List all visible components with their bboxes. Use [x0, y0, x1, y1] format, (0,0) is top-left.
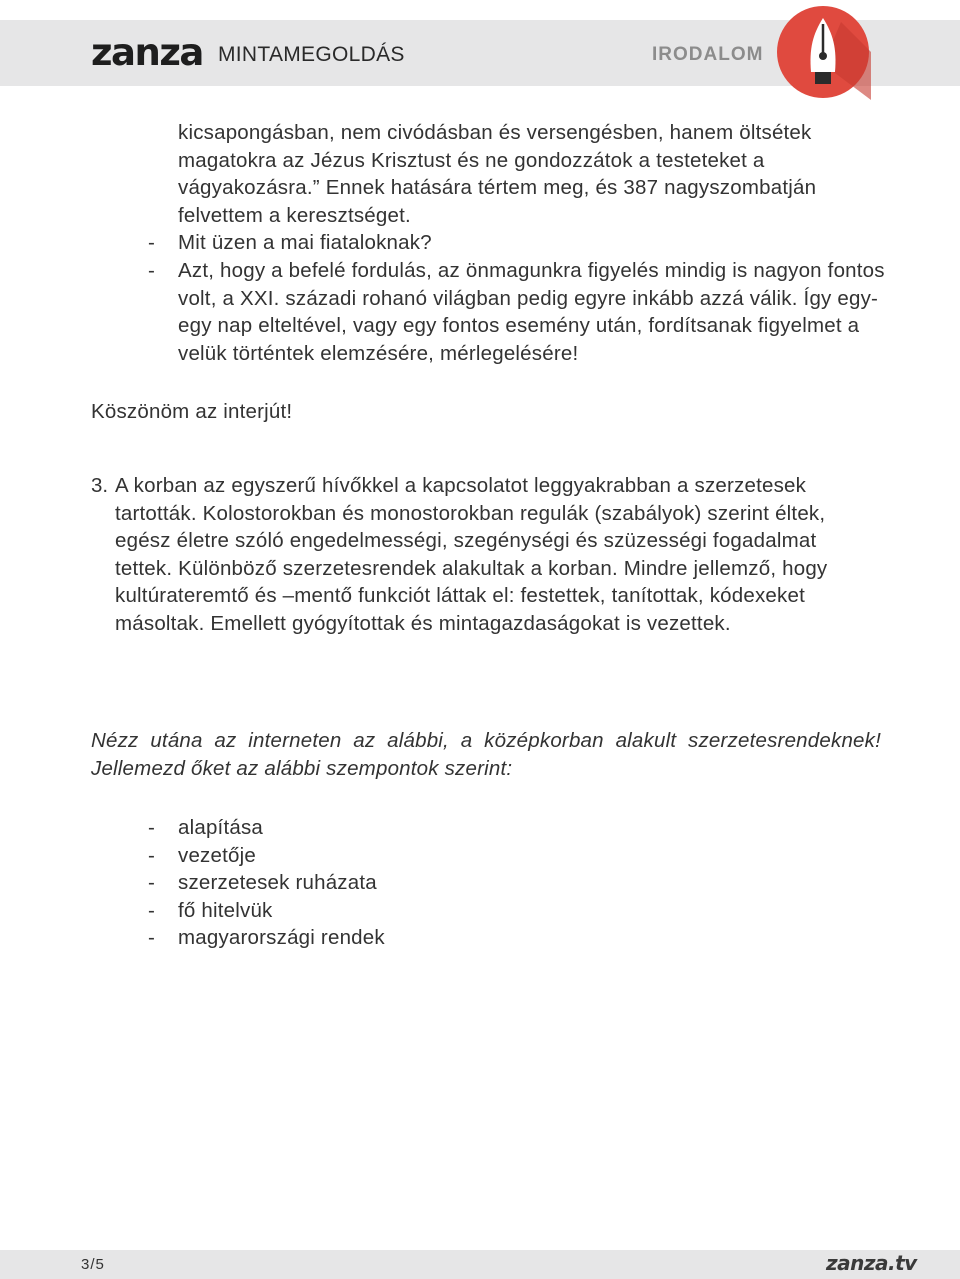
fountain-pen-nib-icon: [775, 4, 871, 100]
criteria-item: magyarországi rendek: [178, 926, 385, 949]
list-bullet: -: [148, 844, 155, 867]
section-3-text: A korban az egyszerű hívőkkel a kapcsolatot leggyakrabban a szerzetesek tartották. Kolostorokban és monostorokban regulák (szabályok) szerint éltek, egész életre szóló engedelmességi, szegénységi és szüzességi fogadalmat tettek. Különböző szerzetesrendek alakultak a korban. Mindre jellemző, hogy kultúrateremtő és –mentő funkciót láttak el: festettek, tanítottak, kódexeket másoltak. Emellett gyógyítottak és mintagazdaságokat is vezettek.: [115, 474, 828, 635]
page-number: 3/5: [81, 1256, 105, 1273]
criteria-item: szerzetesek ruházata: [178, 871, 377, 894]
subject-label: IRODALOM: [652, 44, 764, 65]
list-bullet: -: [148, 816, 155, 839]
criteria-item: alapítása: [178, 816, 264, 839]
interview-quote-continuation: kicsapongásban, nem civódásban és versengésben, hanem öltsétek magatokra az Jézus Krisztust és ne gondozzátok a testeteket a vágyakozásra.” Ennek hatására tértem meg, és 387 nagyszombatján felvettem a keresztséget.: [178, 121, 817, 227]
list-bullet: -: [148, 926, 155, 949]
interview-answer: Azt, hogy a befelé fordulás, az önmagunkra figyelés mindig is nagyon fontos volt, a XXI. századi rohanó világban pedig egyre inkább azzá válik. Így egy-egy nap elteltével, vagy egy fontos esemény után, fordítsanak figyelmet a velük történtek elemzésére, mérlegelésére!: [178, 259, 885, 365]
list-bullet: -: [148, 871, 155, 894]
list-bullet: -: [148, 899, 155, 922]
section-number: 3.: [91, 474, 109, 497]
criteria-item: fő hitelvük: [178, 899, 273, 922]
document-type-label: MINTAMEGOLDÁS: [218, 43, 405, 66]
interview-closing: Köszönöm az interjút!: [91, 400, 293, 423]
interview-question: Mit üzen a mai fiataloknak?: [178, 231, 432, 254]
criteria-item: vezetője: [178, 844, 256, 867]
task-instruction: Nézz utána az interneten az alábbi, a középkorban alakult szerzetesrendeknek! Jellemezd őket az alábbi szempontok szerint:: [91, 729, 881, 780]
list-bullet: -: [148, 259, 155, 282]
zanza-tv-logo: zanza.tv: [826, 1251, 917, 1275]
zanza-logo: zanza: [91, 31, 203, 74]
list-bullet: -: [148, 231, 155, 254]
page-footer: [0, 1250, 960, 1279]
